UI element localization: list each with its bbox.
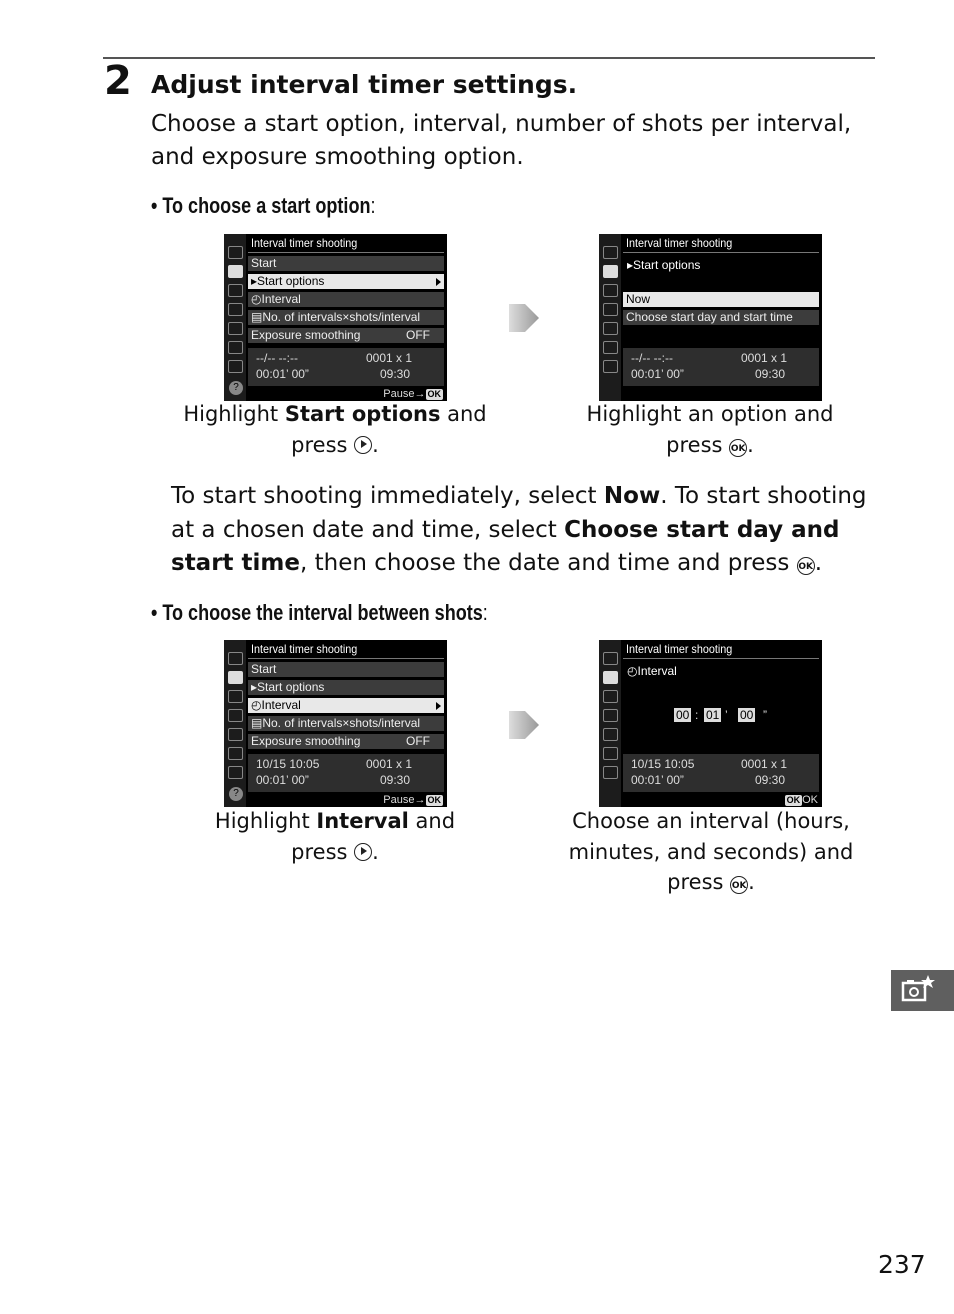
caption-highlight-option: Highlight an option and press OK. (586, 402, 834, 457)
status-shots: 0001 x 1 (366, 757, 413, 771)
playback-icon (603, 246, 618, 259)
status-interval: 00:01’ 00” (256, 367, 309, 381)
status-shots: 0001 x 1 (741, 757, 788, 771)
wrench-icon (603, 728, 618, 741)
status-date: 10/15 10:05 (256, 757, 320, 771)
help-icon: ? (229, 787, 243, 801)
title-divider (623, 658, 819, 659)
menu-row-interval: ◴Interval (248, 698, 444, 713)
playback-icon (228, 246, 243, 259)
menu-row-start-options: ▸Start options (248, 680, 444, 695)
my-menu-icon (603, 360, 618, 373)
status-time: 09:30 (380, 773, 411, 787)
menu-row-intervals: ▤No. of intervals×shots/interval (248, 716, 444, 731)
movie-icon (603, 284, 618, 297)
row-label: Start (251, 662, 277, 676)
ok-icon: OK (427, 389, 441, 399)
title-divider (248, 658, 444, 659)
my-menu-icon (228, 360, 243, 373)
row-label: Exposure smoothing (251, 328, 361, 342)
wrench-icon (603, 322, 618, 335)
bullet-interval-text: To choose the interval between shots (162, 600, 483, 625)
menu-row-intervals: ▤No. of intervals×shots/interval (248, 310, 444, 325)
top-rule (103, 57, 875, 59)
row-value: OFF (406, 734, 430, 748)
movie-icon (228, 690, 243, 703)
submenu-title: ▸Start options (627, 258, 701, 272)
page-number: 237 (878, 1250, 926, 1279)
ok-icon: OK (427, 795, 441, 805)
row-label: Start (251, 256, 277, 270)
bullet-start-option: • To choose a start option: (151, 193, 376, 218)
pencil-icon (228, 709, 243, 722)
status-date: --/-- --:-- (631, 351, 673, 365)
help-icon: ? (229, 381, 243, 395)
multi-selector-right-icon (354, 436, 372, 454)
submenu-title: ◴Interval (627, 664, 677, 678)
status-interval: 00:01’ 00” (631, 367, 684, 381)
status-date: 10/15 10:05 (631, 757, 695, 771)
pencil-icon (603, 303, 618, 316)
pencil-icon (603, 709, 618, 722)
camera-screen-start-options (224, 234, 447, 401)
playback-icon (603, 652, 618, 665)
bullet-colon: : (370, 193, 376, 218)
submenu-label: Start options (633, 258, 701, 272)
row-label: Start options (257, 680, 325, 694)
status-shots: 0001 x 1 (366, 351, 413, 365)
playback-icon (228, 652, 243, 665)
pause-footer: Pause→ OK (383, 388, 441, 400)
retouch-icon (228, 341, 243, 354)
row-label: Choose start day and start time (626, 310, 793, 324)
row-value: OFF (406, 328, 430, 342)
camera-screen-interval-menu (224, 640, 447, 807)
step-title: Adjust interval timer settings. (151, 70, 578, 99)
my-menu-icon (603, 766, 618, 779)
interval-hours-field: 00 (676, 708, 690, 722)
step-number: 2 (104, 58, 132, 104)
menu-sidebar (224, 640, 246, 807)
status-box (623, 754, 819, 792)
ok-footer (785, 794, 818, 806)
ok-button-icon: OK (729, 439, 747, 457)
row-label: No. of intervals×shots/interval (262, 716, 421, 730)
status-interval: 00:01’ 00” (631, 773, 684, 787)
menu-sidebar (599, 234, 621, 401)
right-arrow-icon (436, 702, 441, 710)
ok-button-icon: OK (797, 557, 815, 575)
caption-highlight-start-options: Highlight Start options and press . (183, 402, 487, 457)
section-tab (891, 970, 954, 1011)
row-label: Interval (261, 698, 301, 712)
status-time: 09:30 (755, 367, 786, 381)
menu-row-start-options: ▸Start options (248, 274, 444, 289)
menu-sidebar (224, 234, 246, 401)
row-label: Start options (257, 274, 325, 288)
row-label: Interval (261, 292, 301, 306)
screen-title: Interval timer shooting (251, 642, 358, 656)
camera-icon (603, 671, 618, 684)
movie-icon (603, 690, 618, 703)
camera-icon (228, 671, 243, 684)
menu-row-exposure (248, 734, 444, 749)
pause-label: Pause (383, 388, 415, 400)
right-arrow-icon (436, 278, 441, 286)
movie-icon (228, 284, 243, 297)
bullet-start-text: To choose a start option (162, 193, 371, 218)
ok-icon: OK (786, 795, 801, 805)
option-now (623, 292, 819, 307)
interval-seconds-field: 00 (740, 708, 754, 722)
row-label: No. of intervals×shots/interval (262, 310, 421, 324)
menu-row-start (248, 662, 444, 677)
pause-label: Pause (383, 794, 415, 806)
bullet-interval: • To choose the interval between shots: (151, 600, 488, 625)
title-divider (248, 252, 444, 253)
status-box (248, 754, 444, 792)
pause-footer: Pause→ OK (383, 794, 441, 806)
pencil-icon (228, 303, 243, 316)
ok-button-icon: OK (730, 876, 748, 894)
camera-icon (603, 265, 618, 278)
wrench-icon (228, 728, 243, 741)
row-label: Now (626, 292, 651, 306)
submenu-label: Interval (637, 664, 677, 678)
ok-label: OK (802, 794, 818, 806)
status-box (623, 348, 819, 386)
option-choose-start (623, 310, 819, 325)
my-menu-icon (228, 766, 243, 779)
screen-title: Interval timer shooting (626, 236, 733, 250)
retouch-icon (603, 747, 618, 760)
start-paragraph: To start shooting immediately, select Now. To start shooting at a chosen date and time, select Choose start day and start time, then choose the date and time and press OK. (171, 483, 867, 576)
caption-choose-interval: Choose an interval (hours, minutes, and seconds) and press OK. (568, 809, 854, 894)
bullet-colon: : (482, 600, 488, 625)
arrow-icon (507, 298, 541, 338)
status-interval: 00:01’ 00” (256, 773, 309, 787)
camera-screen-start-choices (599, 234, 822, 401)
status-date: --/-- --:-- (256, 351, 298, 365)
menu-sidebar (599, 640, 621, 807)
camera-screen-interval-setting: Interval timer shooting ◴Interval 00 : 01 ’ 00 ” 10/15 10:05 0001 x 1 00:01’ 00” 09:30 OK OK (599, 640, 822, 807)
status-shots: 0001 x 1 (741, 351, 788, 365)
menu-row-exposure (248, 328, 444, 343)
camera-icon (228, 265, 243, 278)
interval-minutes-field: 01 (706, 708, 720, 722)
screen-title: Interval timer shooting (626, 642, 733, 656)
caption-highlight-interval: Highlight Interval and press . (214, 809, 456, 864)
shooting-menu-camera-icon (891, 970, 954, 1011)
retouch-icon (603, 341, 618, 354)
menu-row-interval: ◴Interval (248, 292, 444, 307)
status-box (248, 348, 444, 386)
menu-row-start (248, 256, 444, 271)
row-label: Exposure smoothing (251, 734, 361, 748)
wrench-icon (228, 322, 243, 335)
step-intro: Choose a start option, interval, number of shots per interval, and exposure smoothing option. (151, 111, 852, 170)
retouch-icon (228, 747, 243, 760)
status-time: 09:30 (380, 367, 411, 381)
screen-title: Interval timer shooting (251, 236, 358, 250)
title-divider (623, 252, 819, 253)
multi-selector-right-icon (354, 843, 372, 861)
arrow-icon (507, 705, 541, 745)
status-time: 09:30 (755, 773, 786, 787)
